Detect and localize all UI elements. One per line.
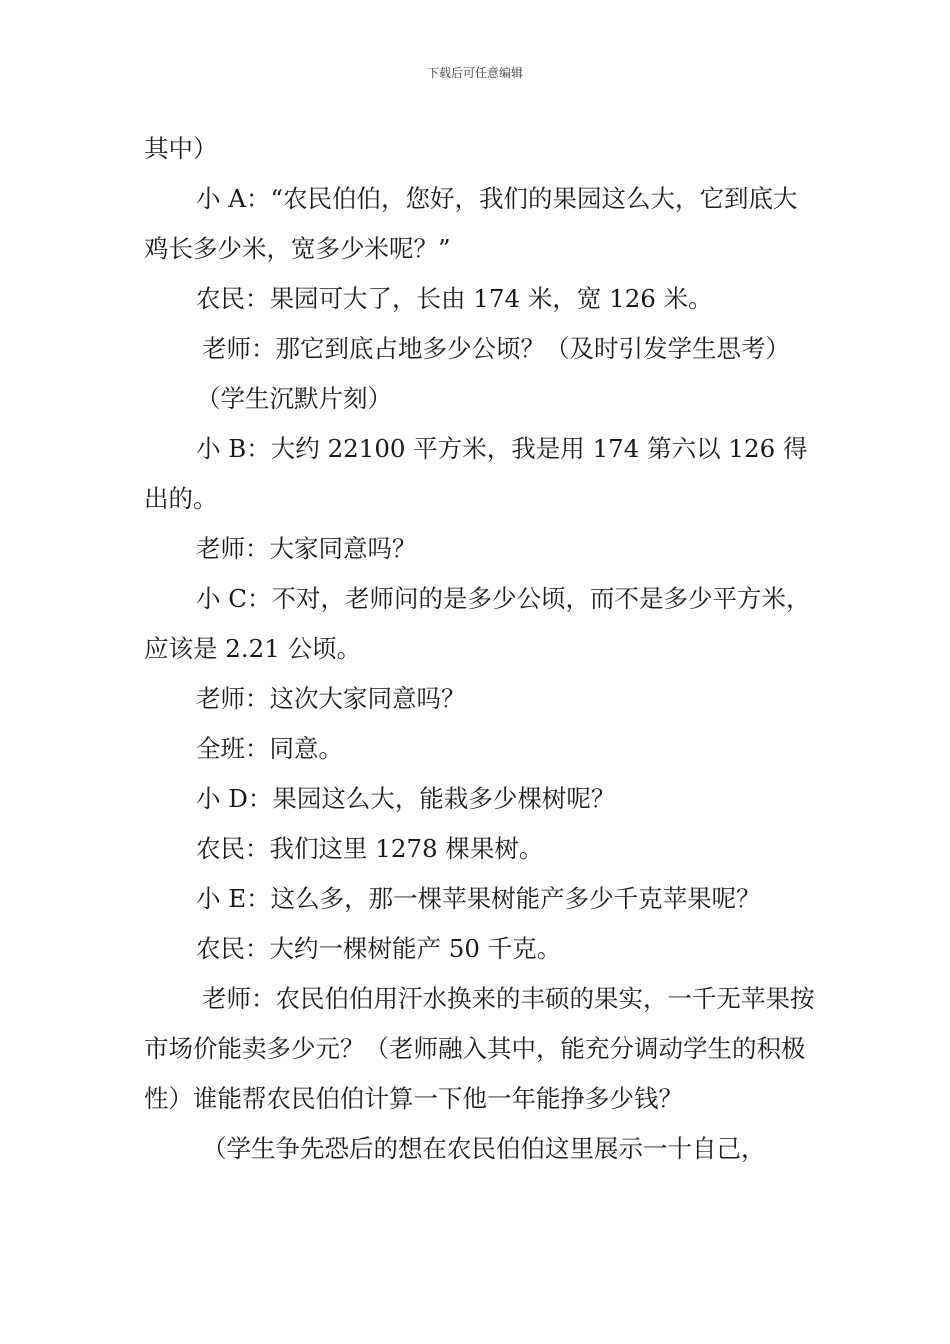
- page-header: 下载后可任意编辑: [426, 66, 523, 80]
- paragraph: 小 B：大约 22100 平方米，我是用 174 第六以 126 得出的。: [144, 434, 808, 513]
- paragraph: 老师：农民伯伯用汗水换来的丰硕的果实，一千无苹果按市场价能卖多少元？（老师融入其中，能充分调动学生的积极性）谁能帮农民伯伯计算一下他一年能挣多少钱？: [144, 984, 815, 1113]
- paragraph: 农民：果园可大了，长由 174 米，宽 126 米。: [196, 284, 713, 313]
- paragraph: （学生争先恐后的想在农民伯伯这里展示一十自己，: [202, 1134, 766, 1163]
- paragraph: 小 D：果园这么大，能栽多少棵树呢？: [196, 784, 616, 813]
- paragraph: 农民：我们这里 1278 棵果树。: [196, 834, 544, 863]
- paragraph: 农民：大约一棵树能产 50 千克。: [196, 934, 562, 963]
- paragraph: 全班：同意。: [196, 734, 343, 763]
- paragraph: 其中）: [144, 134, 218, 163]
- paragraph: 老师：那它到底占地多少公顷？（及时引发学生思考）: [202, 334, 790, 363]
- paragraph: （学生沉默片刻）: [196, 384, 392, 413]
- paragraph: 老师：大家同意吗？: [196, 534, 417, 563]
- paragraph: 小 E：这么多，那一棵苹果树能产多少千克苹果呢？: [196, 884, 761, 913]
- document-body: [144, 124, 819, 1174]
- paragraph: 老师：这次大家同意吗？: [196, 684, 466, 713]
- paragraph: 小 C：不对，老师问的是多少公顷，而不是多少平方米，应该是 2.21 公顷。: [144, 584, 811, 663]
- paragraph: 小 A：“农民伯伯，您好，我们的果园这么大，它到底大鸡长多少米，宽多少米呢？”: [144, 184, 798, 263]
